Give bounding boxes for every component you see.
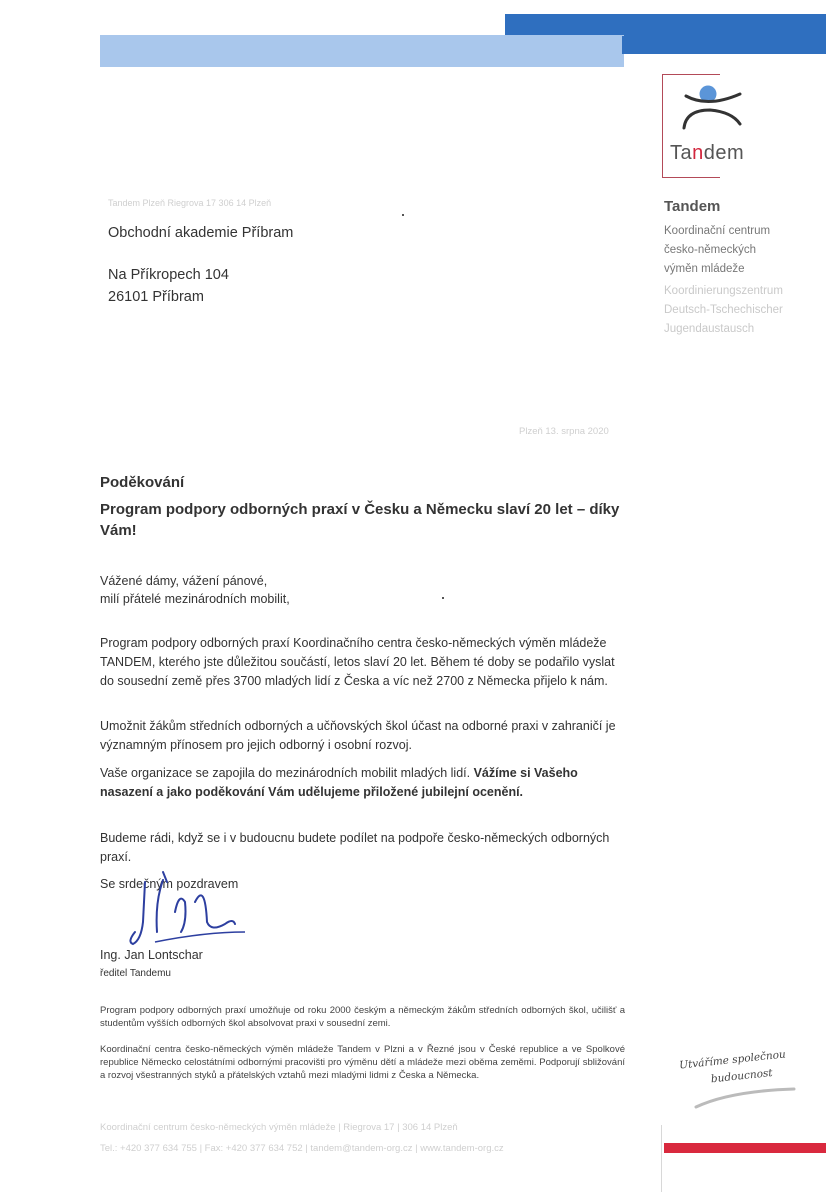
note-2: Koordinační centra česko-německých výměn mládeže Tandem v Plzni a v Řezné jsou v České republice a ve Spolkové republice Německo celostátními odbornými pracovišti pro výměnu dětí a mládeže mezi oběma zeměmi. Podporují sbližování a rozvoj všestranných styků a přátelských vztahů mezi mladými lidmi z Česka a Německa.	[100, 1044, 625, 1081]
logo-wordmark: Tandem	[670, 142, 745, 164]
slogan-line-2: budoucnost	[710, 1066, 774, 1086]
header-bar-dark-right	[622, 36, 826, 54]
org-line-cz-3: výměn mládeže	[664, 263, 745, 275]
footer-red-bar	[664, 1143, 826, 1153]
org-line-de-1: Koordinierungszentrum	[664, 285, 783, 297]
org-name: Tandem	[664, 198, 721, 215]
recipient-city: 26101 Příbram	[108, 289, 204, 305]
org-line-de-3: Jugendaustausch	[664, 323, 755, 335]
salutation-line-2: milí přátelé mezinárodních mobilit,	[100, 592, 290, 606]
salutation-line-1: Vážené dámy, vážení pánové,	[100, 574, 268, 588]
paragraph-2: Umožnit žákům středních odborných a učňovských škol účast na odborné praxi v zahraničí je významným přínosem pro jejich odborný i osobní rozvoj.	[100, 719, 616, 752]
closing: Se srdečným pozdravem	[100, 877, 239, 891]
footer-divider	[661, 1125, 662, 1192]
scan-speck	[402, 214, 404, 216]
footer-address: Koordinační centrum česko-německých výměn mládeže | Riegrova 17 | 306 14 Plzeň	[100, 1122, 458, 1133]
slogan-line-1: Utváříme společnou	[678, 1048, 787, 1072]
header-bar-dark	[505, 14, 826, 36]
tandem-logo	[662, 74, 762, 178]
letter-heading: Poděkování	[100, 474, 185, 491]
paragraph-4: Budeme rádi, když se i v budoucnu budete podílet na podpoře česko-německých odborných praxí.	[100, 831, 610, 864]
org-line-cz-1: Koordinační centrum	[664, 225, 771, 237]
logo-figure-icon	[662, 74, 762, 144]
slogan-swoosh-icon	[690, 1083, 800, 1113]
paragraph-1: Program podpory odborných praxí Koordinačního centra česko-německých výměn mládeže TANDEM, kterého jste důležitou součástí, letos slaví 20 let. Během té doby se podařilo vyslat do sousední země přes 3700 mladých lidí z Česka a víc než 2700 z Německa přijelo k nám.	[100, 636, 615, 688]
note-1: Program podpory odborných praxí umožňuje od roku 2000 českým a německým žákům středních odborných škol, učilišť a studentům vyšších odborných škol absolvovat praxi v sousední zemi.	[100, 1005, 625, 1029]
recipient-name: Obchodní akademie Příbram	[108, 225, 294, 241]
header-bar-light	[100, 35, 624, 67]
footer-contacts: Tel.: +420 377 634 755 | Fax: +420 377 634 752 | tandem@tandem-org.cz | www.tandem-org.cz	[100, 1143, 504, 1154]
signatory-title: ředitel Tandemu	[100, 968, 171, 979]
recipient-street: Na Příkropech 104	[108, 267, 229, 283]
paragraph-3	[100, 764, 625, 802]
signatory-name: Ing. Jan Lontschar	[100, 948, 203, 962]
org-line-de-2: Deutsch-Tschechischer	[664, 304, 783, 316]
scan-speck	[442, 597, 444, 599]
letter-subheading: Program podpory odborných praxí v Česku a Německu slaví 20 let – díky Vám!	[100, 501, 620, 539]
paragraph-3-text: Vaše organizace se zapojila do mezinárodních mobilit mladých lidí.	[100, 766, 474, 780]
org-line-cz-2: česko-německých	[664, 244, 757, 256]
sender-line: Tandem Plzeň Riegrova 17 306 14 Plzeň	[108, 198, 272, 208]
paragraph-3-bold: Vážíme si Vašeho nasazení a jako poděkování Vám udělujeme přiložené jubilejní ocenění.	[100, 766, 578, 799]
handwritten-signature	[115, 862, 255, 952]
letter-date: Plzeň 13. srpna 2020	[519, 426, 609, 437]
